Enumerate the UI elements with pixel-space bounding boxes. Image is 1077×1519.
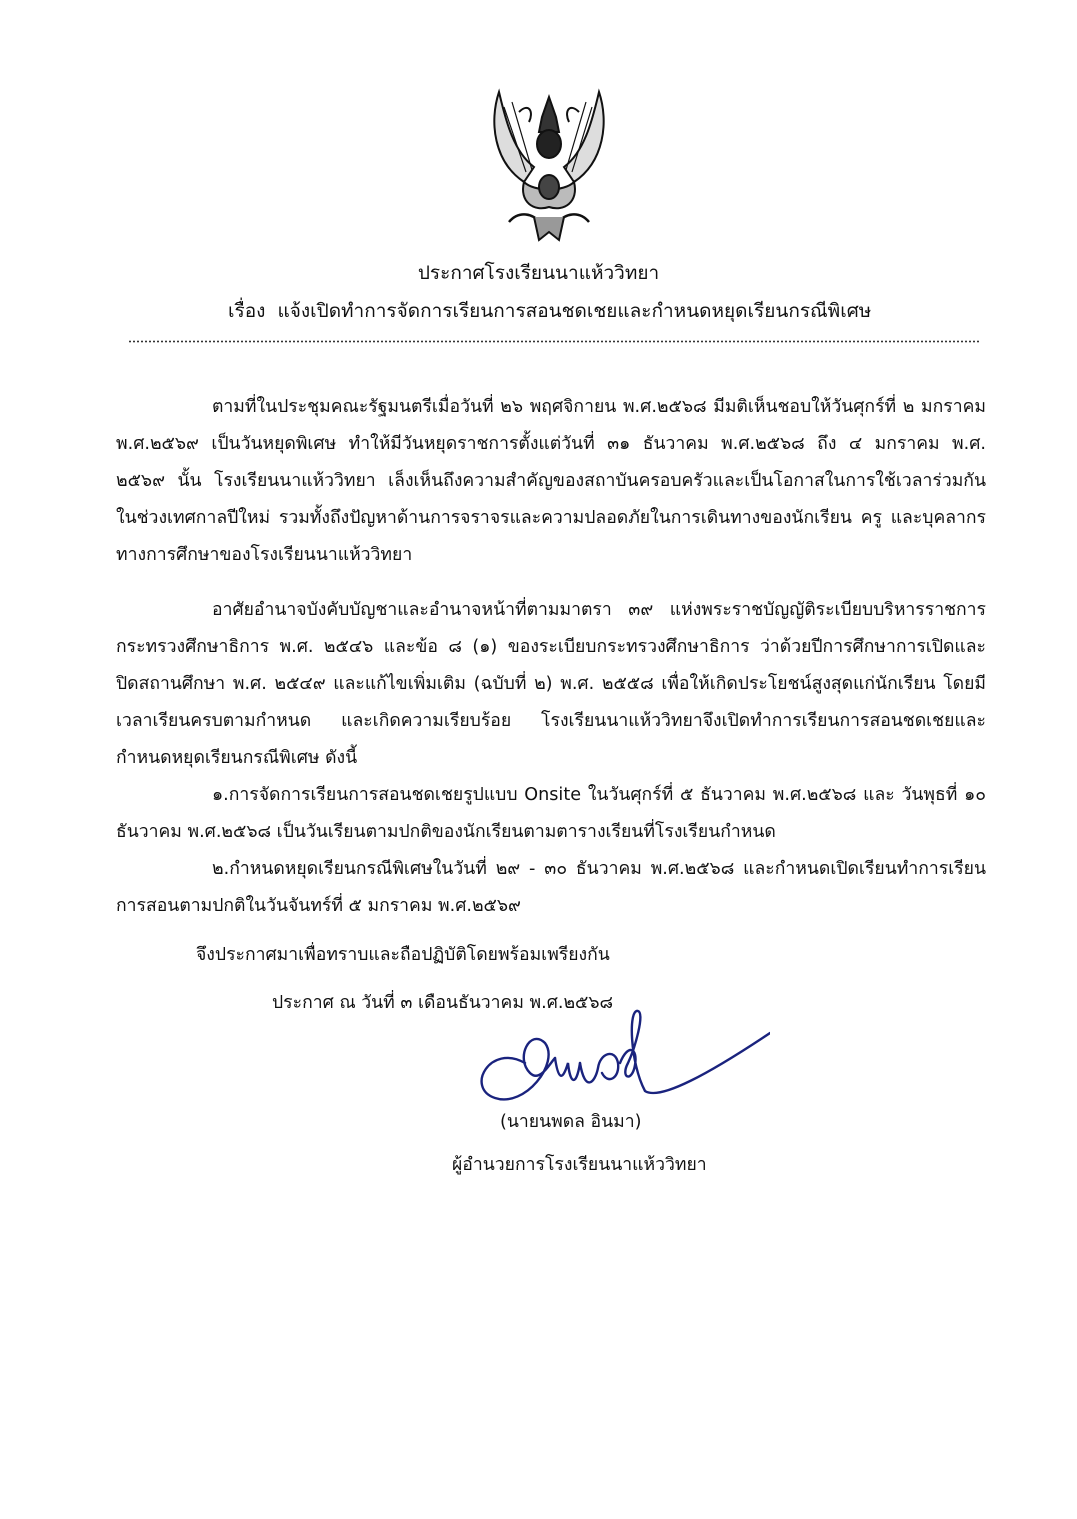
signatory-position: ผู้อำนวยการโรงเรียนนาแห้ววิทยา	[452, 1155, 707, 1175]
garuda-emblem-icon	[484, 82, 614, 247]
signature-icon	[470, 1003, 770, 1113]
subject-label: เรื่อง	[228, 300, 266, 322]
closing-statement: จึงประกาศมาเพื่อทราบและถือปฏิบัติโดยพร้อมเพรียงกัน	[196, 945, 610, 965]
dotted-divider	[128, 340, 980, 343]
signatory-name: (นายนพดล อินมา)	[500, 1112, 642, 1132]
paragraph-line: เวลาเรียนครบตามกำหนด และเกิดความเรียบร้อย โรงเรียนนาแห้ววิทยาจึงเปิดทำการเรียนการสอนชดเชยและ	[116, 711, 986, 731]
announcement-title: ประกาศโรงเรียนนาแห้ววิทยา	[417, 262, 660, 284]
paragraph-line: พ.ศ.๒๕๖๙ เป็นวันหยุดพิเศษ ทำให้มีวันหยุดราชการตั้งแต่วันที่ ๓๑ ธันวาคม พ.ศ.๒๕๖๘ ถึง ๔ มกราคม พ.ศ.	[116, 434, 986, 454]
paragraph-line: กระทรวงศึกษาธิการ พ.ศ. ๒๕๔๖ และข้อ ๘ (๑) ของระเบียบกระทรวงศึกษาธิการ ว่าด้วยปีการศึกษาการเปิดและ	[116, 637, 986, 657]
announcement-subject	[228, 296, 871, 326]
subject-text: แจ้งเปิดทำการจัดการเรียนการสอนชดเชยและกำหนดหยุดเรียนกรณีพิเศษ	[277, 300, 872, 322]
paragraph-line: กำหนดหยุดเรียนกรณีพิเศษ ดังนี้	[116, 748, 358, 768]
item-line: ๒.กำหนดหยุดเรียนกรณีพิเศษในวันที่ ๒๙ - ๓๐ ธันวาคม พ.ศ.๒๕๖๘ และกำหนดเปิดเรียนทำการเรียน	[212, 859, 986, 879]
paragraph-line: อาศัยอำนาจบังคับบัญชาและอำนาจหน้าที่ตามมาตรา ๓๙ แห่งพระราชบัญญัติระเบียบบริหารราชการ	[212, 600, 986, 620]
paragraph-line: ปิดสถานศึกษา พ.ศ. ๒๕๔๙ และแก้ไขเพิ่มเติม (ฉบับที่ ๒) พ.ศ. ๒๕๕๘ เพื่อให้เกิดประโยชน์สูงสุดแก่นักเรียน โดยมี	[116, 674, 986, 694]
item-line: ๑.การจัดการเรียนการสอนชดเชยรูปแบบ Onsite ในวันศุกร์ที่ ๕ ธันวาคม พ.ศ.๒๕๖๘ และ วันพุธที่ ๑๐	[212, 785, 986, 805]
item-line: ธันวาคม พ.ศ.๒๕๖๘ เป็นวันเรียนตามปกติของนักเรียนตามตารางเรียนที่โรงเรียนกำหนด	[116, 822, 776, 842]
paragraph-line: ตามที่ในประชุมคณะรัฐมนตรีเมื่อวันที่ ๒๖ พฤศจิกายน พ.ศ.๒๕๖๘ มีมติเห็นชอบให้วันศุกร์ที่ ๒ มกราคม	[212, 397, 986, 417]
announced-date: ประกาศ ณ วันที่ ๓ เดือนธันวาคม พ.ศ.๒๕๖๘	[272, 993, 614, 1013]
paragraph-line: ทางการศึกษาของโรงเรียนนาแห้ววิทยา	[116, 545, 413, 565]
item-line: การสอนตามปกติในวันจันทร์ที่ ๕ มกราคม พ.ศ.๒๕๖๙	[116, 896, 521, 916]
paragraph-line: ๒๕๖๙ นั้น โรงเรียนนาแห้ววิทยา เล็งเห็นถึงความสำคัญของสถาบันครอบครัวและเป็นโอกาสในการใช้เวลาร่วมกัน	[116, 471, 986, 491]
paragraph-line: ในช่วงเทศกาลปีใหม่ รวมทั้งถึงปัญหาด้านการจราจรและความปลอดภัยในการเดินทางของนักเรียน ครู และบุคลากร	[116, 508, 986, 528]
